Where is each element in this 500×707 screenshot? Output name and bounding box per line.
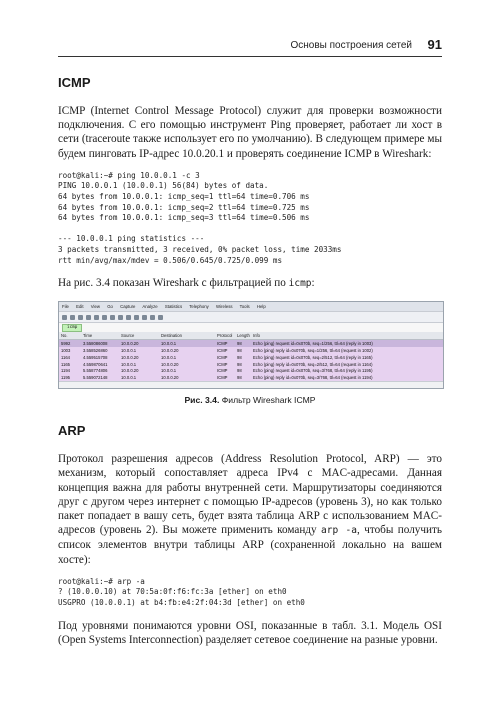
packet-source: 10.0.0.1 xyxy=(121,361,137,367)
column-header-source[interactable]: Source xyxy=(119,332,159,340)
packet-list xyxy=(59,332,443,381)
arp-heading: ARP xyxy=(58,423,86,439)
running-title: Основы построения сетей xyxy=(290,40,412,51)
packet-no: 1194 xyxy=(61,368,71,374)
wireshark-menu-bar xyxy=(59,302,443,311)
menu-item-view[interactable]: View xyxy=(90,304,100,310)
packet-protocol: ICMP xyxy=(217,348,228,354)
packet-row[interactable] xyxy=(59,340,443,347)
packet-source: 10.0.0.1 xyxy=(121,348,137,354)
zoom-in-icon[interactable] xyxy=(150,315,155,320)
packet-protocol: ICMP xyxy=(217,354,228,360)
arp-paragraph-text: Протокол разрешения адресов (Address Resolution Protocol, ARP) — это механизм, который сопоставляет адреса IPv4 с MAC-адресами. Данная концепция важна для работы внутренней сети. Маршрутизаторы соединяются друг с другом через интернет с помощью IP-адресов (уровень 3), но как только пакет попадает в вашу сеть, будет взята таблица ARP с использованием MAC-адресов (уровень 2). Вы можете применить команду xyxy=(58,453,442,537)
display-filter-bar xyxy=(59,322,443,332)
find-icon[interactable] xyxy=(126,315,131,320)
menu-item-capture[interactable]: Capture xyxy=(120,304,136,310)
packet-length: 98 xyxy=(237,348,242,354)
figure-caption-text: Фильтр Wireshark ICMP xyxy=(219,395,316,406)
page-content xyxy=(58,75,442,647)
packet-list-header xyxy=(59,332,443,340)
packet-destination: 10.0.0.1 xyxy=(161,341,177,347)
page-number: 91 xyxy=(427,37,442,52)
packet-length: 98 xyxy=(237,341,242,347)
packet-info: Echo (ping) request id=0x070b, seq=1/256, ttl=64 (reply in 1003) xyxy=(253,341,373,347)
figure-intro-code: icmp xyxy=(288,278,312,290)
packet-info: Echo (ping) reply id=0x070b, seq=2/512, ttl=64 (request in 1164) xyxy=(253,361,373,367)
menu-item-help[interactable]: Help xyxy=(256,304,266,310)
packet-row[interactable] xyxy=(59,374,443,381)
osi-paragraph: Под уровнями понимаются уровни OSI, показанные в табл. 3.1. Модель OSI (Open Systems Interconnection) разделяет сетевое соединение на разные уровни. xyxy=(58,619,442,646)
packet-row[interactable] xyxy=(59,347,443,354)
packet-length: 98 xyxy=(237,361,242,367)
zoom-out-icon[interactable] xyxy=(158,315,163,320)
packet-time: 4.559515708 xyxy=(83,354,108,360)
packet-destination: 10.0.0.20 xyxy=(161,361,179,367)
packet-protocol: ICMP xyxy=(217,341,228,347)
packet-no: 5992 xyxy=(61,341,71,347)
arp-paragraph-text-end: , чтобы получить список элементов внутри таблицы ARP (сохраненной локально на вашем хосте): xyxy=(58,524,443,566)
packet-no: 1195 xyxy=(61,375,71,381)
column-header-length[interactable]: Length xyxy=(237,333,250,339)
packet-source: 10.0.0.20 xyxy=(121,368,139,374)
wireshark-screenshot xyxy=(58,301,444,389)
menu-item-wireless[interactable]: Wireless xyxy=(216,304,233,310)
arp-code-block: root@kali:~# arp -a ? (10.0.0.10) at 70:5a:0f:f6:fc:3a [ether] on eth0 USGPRO (10.0.0.1) at b4:fb:e4:2f:04:3d [ether] on eth0 xyxy=(58,576,305,607)
packet-info: Echo (ping) reply id=0x070b, seq=3/768, ttl=64 (request in 1194) xyxy=(253,375,373,381)
figure-label: Рис. 3.4. xyxy=(184,395,220,406)
icmp-paragraph: ICMP (Internet Control Message Protocol) служит для проверки возможности подключения. С его помощью инструмент Ping проверяет, работает ли хост в сети (traceroute также использует его по умолчанию). В следующем примере мы будем пинговать IP-адрес 10.0.20.1 и проверять соединение ICMP в Wireshark: xyxy=(58,105,442,160)
menu-item-analyze[interactable]: Analyze xyxy=(142,304,158,310)
packet-source: 10.0.0.20 xyxy=(121,341,139,347)
packet-details-pane xyxy=(59,381,443,388)
packet-info: Echo (ping) request id=0x070b, seq=2/512, ttl=64 (reply in 1165) xyxy=(253,354,373,360)
packet-row[interactable] xyxy=(59,368,443,375)
packet-time: 3.558086008 xyxy=(83,341,108,347)
forward-icon[interactable] xyxy=(142,315,147,320)
packet-source: 10.0.0.1 xyxy=(121,375,137,381)
back-icon[interactable] xyxy=(134,315,139,320)
figure-intro-end: : xyxy=(311,277,315,290)
packet-length: 98 xyxy=(237,368,242,374)
figure-intro-text: На рис. 3.4 показан Wireshark с фильтрацией по xyxy=(58,277,289,290)
wireshark-toolbar xyxy=(59,311,443,322)
column-header-protocol[interactable]: Protocol xyxy=(215,332,235,340)
packet-time: 5.559072148 xyxy=(83,375,108,381)
column-header-time[interactable]: Time xyxy=(81,332,119,340)
arp-command-inline: arp -a xyxy=(321,525,357,537)
menu-item-telephony[interactable]: Telephony xyxy=(189,304,209,310)
column-header-destination[interactable]: Destination xyxy=(159,332,215,340)
packet-destination: 10.0.0.1 xyxy=(161,354,177,360)
packet-no: 1164 xyxy=(61,354,71,360)
packet-destination: 10.0.0.20 xyxy=(161,375,179,381)
packet-protocol: ICMP xyxy=(217,375,228,381)
packet-destination: 10.0.0.20 xyxy=(161,348,179,354)
packet-time: 3.558526860 xyxy=(83,348,108,354)
packet-row[interactable] xyxy=(59,354,443,361)
packet-no: 1165 xyxy=(61,361,71,367)
icmp-heading: ICMP xyxy=(58,75,91,90)
packet-protocol: ICMP xyxy=(217,368,228,374)
ping-code-block: root@kali:~# ping 10.0.0.1 -c 3 PING 10.0.0.1 (10.0.0.1) 56(84) bytes of data. 64 bytes from 10.0.0.1: icmp_seq=1 ttl=64 time=0.706 ms 64 bytes from 10.0.0.1: icmp_seq=2 ttl=64 time=0.725 ms 64 bytes from 10.0.0.1: icmp_seq=3 ttl=64 time=0.506 ms --- 10.0.0.1 ping statistics --- 3 packets transmitted, 3 received, 0% packet loss, time 2033ms rtt min/avg/max/mdev = 0.506/0.645/0.725/0.099 ms xyxy=(58,170,342,265)
packet-info: Echo (ping) request id=0x070b, seq=3/768, ttl=64 (reply in 1195) xyxy=(253,368,373,374)
arp-paragraph xyxy=(58,452,442,567)
menu-item-go[interactable]: Go xyxy=(107,304,113,310)
stop-icon[interactable] xyxy=(70,315,75,320)
display-filter-input[interactable]: icmp xyxy=(62,324,82,332)
packet-info: Echo (ping) reply id=0x070b, seq=1/256, ttl=64 (request in 1002) xyxy=(253,348,373,354)
packet-no: 1003 xyxy=(61,348,71,354)
options-icon[interactable] xyxy=(86,315,91,320)
packet-length: 98 xyxy=(237,354,242,360)
packet-time: 5.558774806 xyxy=(83,368,108,374)
packet-source: 10.0.0.20 xyxy=(121,354,139,360)
menu-item-statistics[interactable]: Statistics xyxy=(164,304,183,310)
packet-time: 4.559870641 xyxy=(83,361,108,367)
packet-destination: 10.0.0.1 xyxy=(161,368,177,374)
packet-row[interactable] xyxy=(59,361,443,368)
figure-caption xyxy=(58,395,442,405)
menu-item-file[interactable]: File xyxy=(62,304,69,310)
shark-fin-start-icon[interactable] xyxy=(62,315,67,320)
column-header-no[interactable]: No. xyxy=(59,332,81,340)
packet-protocol: ICMP xyxy=(217,361,228,367)
packet-length: 98 xyxy=(237,375,242,381)
page-header xyxy=(58,34,442,57)
reload-icon[interactable] xyxy=(118,315,123,320)
close-icon[interactable] xyxy=(110,315,115,320)
open-icon[interactable] xyxy=(94,315,99,320)
menu-item-tools[interactable]: Tools xyxy=(239,304,250,310)
menu-item-edit[interactable]: Edit xyxy=(76,304,84,310)
restart-icon[interactable] xyxy=(78,315,83,320)
figure-intro xyxy=(58,276,442,291)
column-header-info[interactable]: Info xyxy=(251,332,443,340)
save-icon[interactable] xyxy=(102,315,107,320)
